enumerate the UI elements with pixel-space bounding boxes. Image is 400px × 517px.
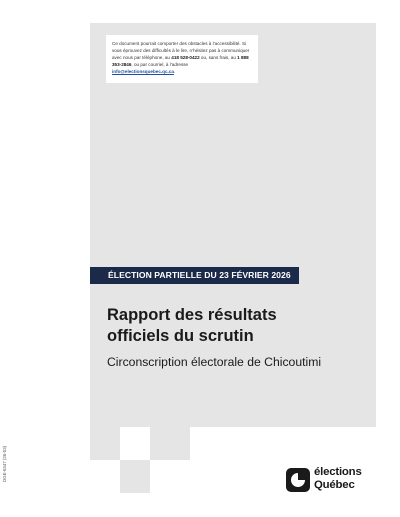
phone-number-local: 418 528-0422 <box>171 55 200 61</box>
email-link[interactable]: info@electionsquebec.qc.ca <box>112 69 174 75</box>
document-subtitle: Circonscription électorale de Chicoutimi <box>107 355 322 369</box>
accessibility-notice <box>106 35 258 83</box>
elections-quebec-logo <box>286 466 378 494</box>
document-title: Rapport des résultats officiels du scrutin <box>107 306 277 345</box>
decorative-square <box>120 460 150 493</box>
notice-text-part: . <box>173 69 176 75</box>
logo-line-2: Québec <box>314 479 355 491</box>
accessibility-notice-text <box>112 40 252 75</box>
phone-number-tollfree: 1 888 353-2846 <box>112 55 249 68</box>
logo-mark-icon <box>286 468 310 492</box>
decorative-square <box>90 427 120 460</box>
election-banner: ÉLECTION PARTIELLE DU 23 FÉVRIER 2026 <box>90 267 299 284</box>
notice-text-part: Ce document pourrait comporter des obstacles à l’accessibilité. Si vous éprouvez des difficultés à le lire, n’hésitez pas à communiquer avec nous par téléphone, au <box>112 41 250 61</box>
document-code: DGE-6347 (26-03) <box>2 445 7 482</box>
logo-wordmark <box>314 466 362 492</box>
decorative-square <box>150 427 190 460</box>
notice-text-part: ou, sans frais, au <box>199 55 238 61</box>
logo-line-1: élections <box>314 466 362 478</box>
notice-text-part: , ou par courriel, à l’adresse <box>131 62 189 68</box>
